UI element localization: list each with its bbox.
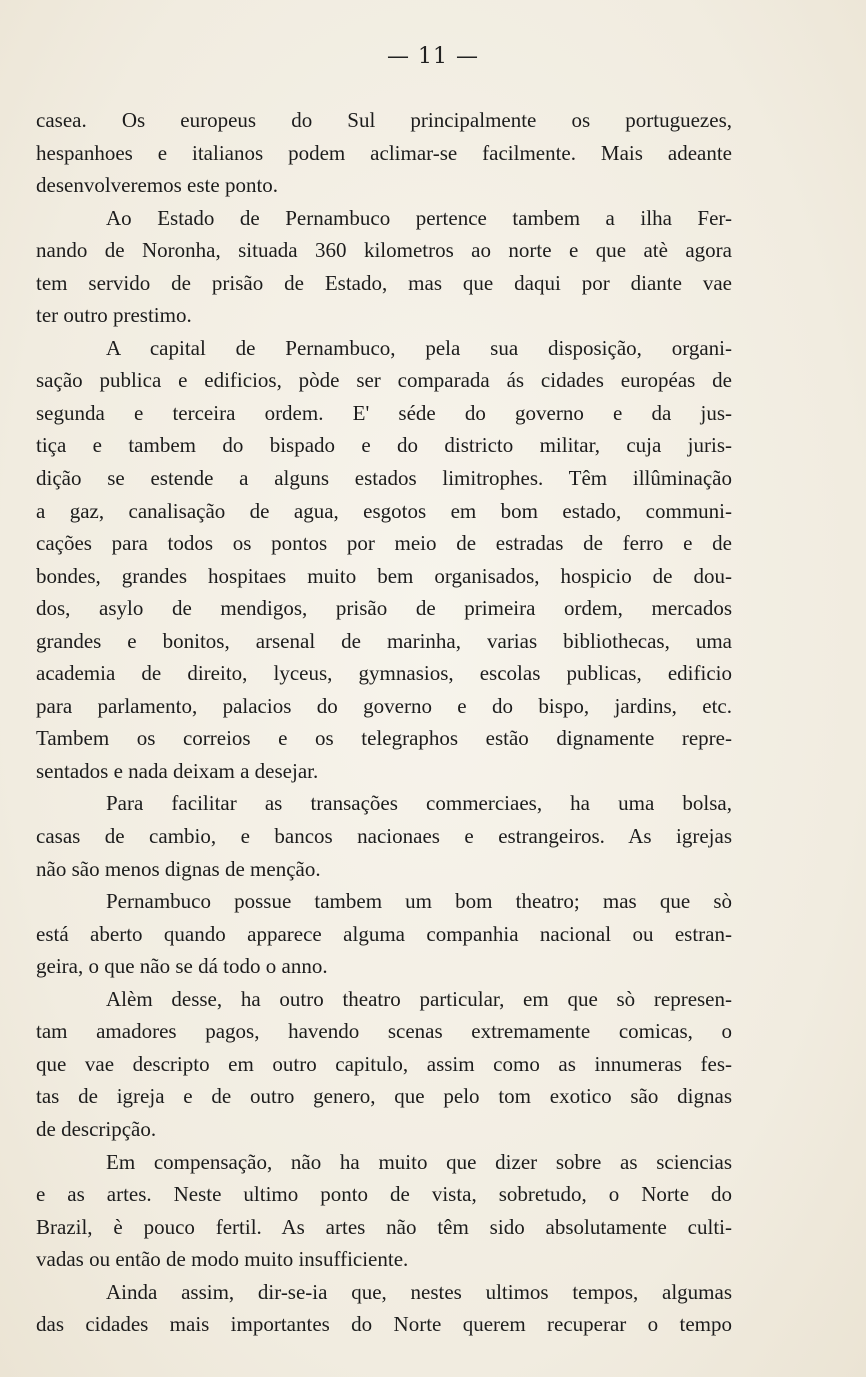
text-line: dição se estende a alguns estados limitrophes. Têm illûminação xyxy=(36,466,732,491)
text-line: grandes e bonitos, arsenal de marinha, varias bibliothecas, uma xyxy=(36,628,732,653)
text-line: cações para todos os pontos por meio de estradas de ferro e de xyxy=(36,531,732,556)
text-line: a gaz, canalisação de agua, esgotos em bom estado, communi- xyxy=(36,498,732,523)
text-line: tiça e tambem do bispado e do districto militar, cuja juris- xyxy=(36,433,732,458)
text-line: casas de cambio, e bancos nacionaes e estrangeiros. As igrejas xyxy=(36,824,732,849)
page-number: — 11 — xyxy=(387,44,479,69)
text-line: segunda e terceira ordem. E' séde do governo e da jus- xyxy=(36,400,732,425)
text-line: Em compensação, não ha muito que dizer sobre as sciencias xyxy=(106,1149,732,1174)
text-line: Brazil, è pouco fertil. As artes não têm sido absolutamente culti- xyxy=(36,1214,732,1239)
text-line: Alèm desse, ha outro theatro particular, em que sò represen- xyxy=(106,986,732,1011)
text-line: nando de Noronha, situada 360 kilometros ao norte e que atè agora xyxy=(36,238,732,263)
text-line: vadas ou então de modo muito insufficiente. xyxy=(36,1247,409,1272)
text-line: Ao Estado de Pernambuco pertence tambem a ilha Fer- xyxy=(106,205,732,230)
text-line: Pernambuco possue tambem um bom theatro; mas que sò xyxy=(106,889,732,914)
text-line: sentados e nada deixam a desejar. xyxy=(36,758,319,783)
text-line: está aberto quando apparece alguma companhia nacional ou estran- xyxy=(36,921,732,946)
text-line: Para facilitar as transações commerciaes, ha uma bolsa, xyxy=(106,791,732,816)
text-line: A capital de Pernambuco, pela sua disposição, organi- xyxy=(106,335,732,360)
text-line: tem servido de prisão de Estado, mas que daqui por diante vae xyxy=(36,270,732,295)
text-line: bondes, grandes hospitaes muito bem organisados, hospicio de dou- xyxy=(36,563,732,588)
text-line: desenvolveremos este ponto. xyxy=(36,173,279,198)
text-line: ter outro prestimo. xyxy=(36,303,192,328)
body-text xyxy=(36,104,732,1341)
text-line: dos, asylo de mendigos, prisão de primeira ordem, mercados xyxy=(36,596,732,621)
text-line: academia de direito, lyceus, gymnasios, escolas publicas, edificio xyxy=(36,661,732,686)
text-line: não são menos dignas de menção. xyxy=(36,856,321,881)
text-line: hespanhoes e italianos podem aclimar-se facilmente. Mais adeante xyxy=(36,140,732,165)
text-line: tam amadores pagos, havendo scenas extremamente comicas, o xyxy=(36,1019,732,1044)
text-line: Ainda assim, dir-se-ia que, nestes ultimos tempos, algumas xyxy=(106,1279,732,1304)
text-line: que vae descripto em outro capitulo, assim como as innumeras fes- xyxy=(36,1051,732,1076)
text-line: sação publica e edificios, pòde ser comparada ás cidades européas de xyxy=(36,368,732,393)
text-line: Tambem os correios e os telegraphos estão dignamente repre- xyxy=(36,726,732,751)
text-line: tas de igreja e de outro genero, que pelo tom exotico são dignas xyxy=(36,1084,732,1109)
text-line: de descripção. xyxy=(36,1116,157,1141)
text-line: geira, o que não se dá todo o anno. xyxy=(36,954,328,979)
text-line: e as artes. Neste ultimo ponto de vista, sobretudo, o Norte do xyxy=(36,1182,732,1207)
text-line: casea. Os europeus do Sul principalmente os portuguezes, xyxy=(36,108,732,132)
text-line: das cidades mais importantes do Norte querem recuperar o tempo xyxy=(36,1312,732,1337)
text-line: para parlamento, palacios do governo e do bispo, jardins, etc. xyxy=(36,693,732,718)
